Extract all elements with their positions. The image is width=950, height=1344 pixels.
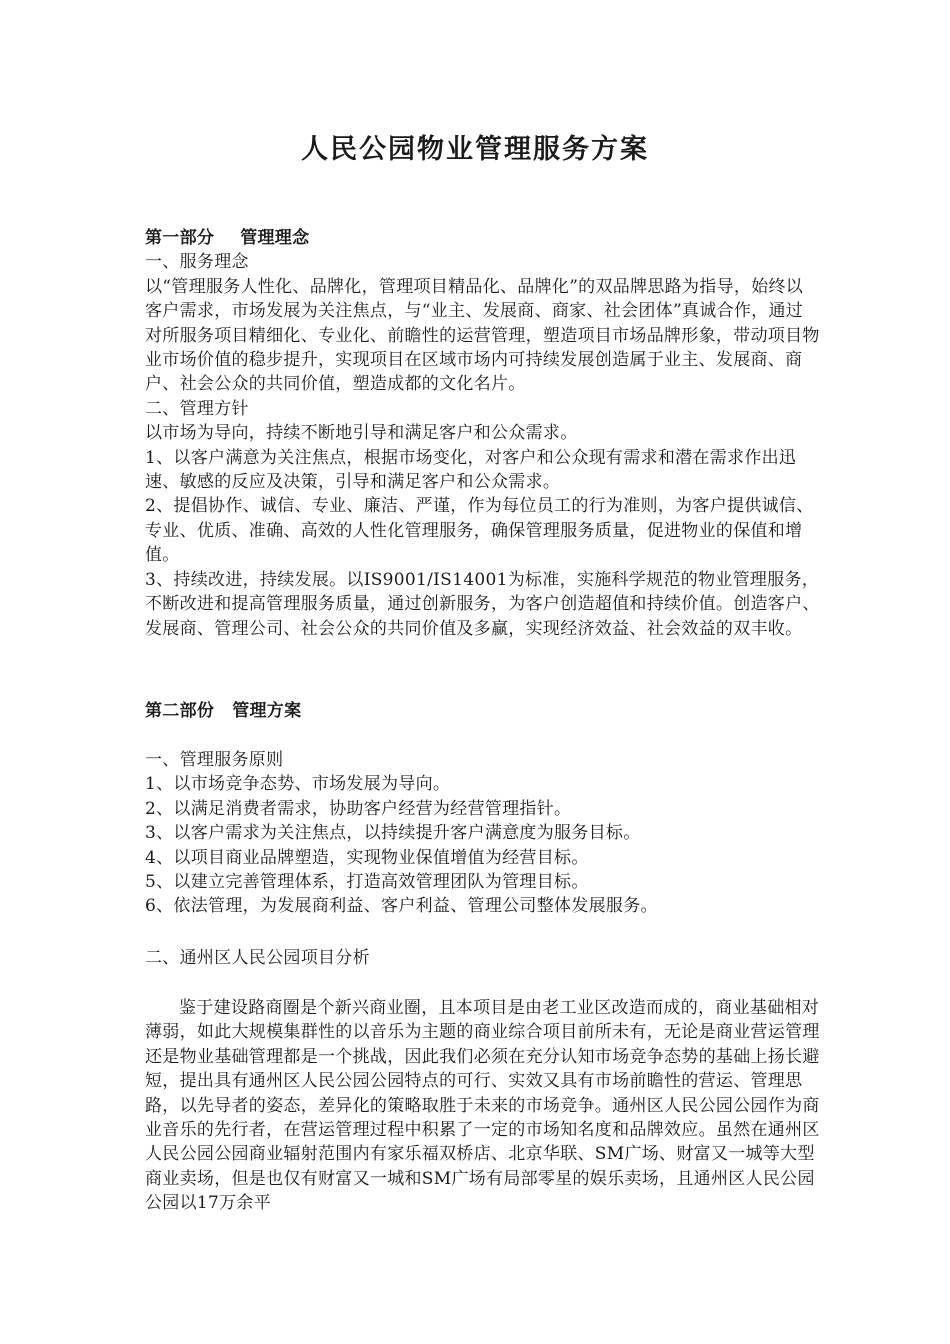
part1-section	[145, 226, 820, 641]
principle-item-1: 1、以市场竞争态势、市场发展为导向。	[145, 774, 451, 795]
policy-item-1: 1、以客户满意为关注焦点，根据市场变化，对客户和公众现有需求和潜在需求作出迅速、敏感的反应及决策，引导和满足客户和公众需求。	[145, 447, 797, 493]
policy-item-3: 3、持续改进，持续发展。以IS9001/IS14001为标准，实施科学规范的物业管理服务，不断改进和提高管理服务质量，通过创新服务，为客户创造超值和持续价值。创造客户、发展商、管理公司、社会公众的共同价值及多赢，实现经济效益、社会效益的双丰收。	[145, 569, 820, 639]
principles-heading: 一、管理服务原则	[145, 750, 284, 770]
part2-heading-number: 第二部份	[145, 701, 215, 721]
management-policy-intro: 以市场为导向，持续不断地引导和满足客户和公众需求。	[145, 423, 578, 444]
part2-heading-block	[145, 699, 820, 723]
management-policy-heading: 二、管理方针	[145, 398, 249, 419]
document-title: 人民公园物业管理服务方案	[301, 134, 649, 165]
analysis-heading-block	[145, 946, 820, 970]
policy-item-2: 2、提倡协作、诚信、专业、廉洁、严谨，作为每位员工的行为准则，为客户提供诚信、专业、优质、准确、高效的人性化管理服务，确保管理服务质量，促进物业的保值和增值。	[145, 496, 814, 566]
part1-heading	[145, 226, 820, 250]
project-analysis-paragraph: 鉴于建设路商圈是个新兴商业圈，且本项目是由老工业区改造而成的，商业基础相对薄弱，如此大规模集群性的以音乐为主题的商业综合项目前所未有，无论是商业营运管理还是物业基础管理都是一个挑战，因此我们必须在充分认知市场竞争态势的基础上扬长避短，提出具有通州区人民公园公园特点的可行、实效又具有市场前瞻性的营运、管理思路，以先导者的姿态，差异化的策略取胜于未来的市场竞争。通州区人民公园公园作为商业音乐的先行者，在营运管理过程中积累了一定的市场知名度和品牌效应。虽然在通州区人民公园公园商业辐射范围内有家乐福双桥店、北京华联、SM广场、财富又一城等大型商业卖场，但是也仅有财富又一城和SM广场有局部零星的娱乐卖场，且通州区人民公园公园以17万余平	[145, 998, 820, 1214]
service-concept-heading: 一、服务理念	[145, 252, 249, 273]
analysis-section	[145, 996, 820, 1216]
part2-heading-title: 管理方案	[232, 701, 302, 721]
part1-heading-title: 管理理念	[240, 228, 310, 248]
part1-heading-number: 第一部分	[145, 228, 215, 248]
principles-section	[145, 748, 820, 919]
principle-item-5: 5、以建立完善管理体系，打造高效管理团队为管理目标。	[145, 872, 589, 893]
principle-item-6: 6、依法管理，为发展商利益、客户利益、管理公司整体发展服务。	[145, 896, 658, 917]
principle-item-3: 3、以客户需求为关注焦点，以持续提升客户满意度为服务目标。	[145, 823, 641, 844]
principle-item-2: 2、以满足消费者需求，协助客户经营为经营管理指针。	[145, 798, 572, 819]
service-concept-paragraph: 以“管理服务人性化、品牌化，管理项目精品化、品牌化”的双品牌思路为指导，始终以客户需求，市场发展为关注焦点，与“业主、发展商、商家、社会团体”真诚合作，通过对所服务项目精细化、专业化、前瞻性的运营管理，塑造项目市场品牌形象，带动项目物业市场价值的稳步提升，实现项目在区域市场内可持续发展创造属于业主、发展商、商户、社会公众的共同价值，塑造成都的文化名片。	[145, 276, 820, 395]
principle-item-4: 4、以项目商业品牌塑造，实现物业保值增值为经营目标。	[145, 847, 589, 868]
project-analysis-heading: 二、通州区人民公园项目分析	[145, 948, 370, 968]
part2-heading	[145, 699, 820, 723]
